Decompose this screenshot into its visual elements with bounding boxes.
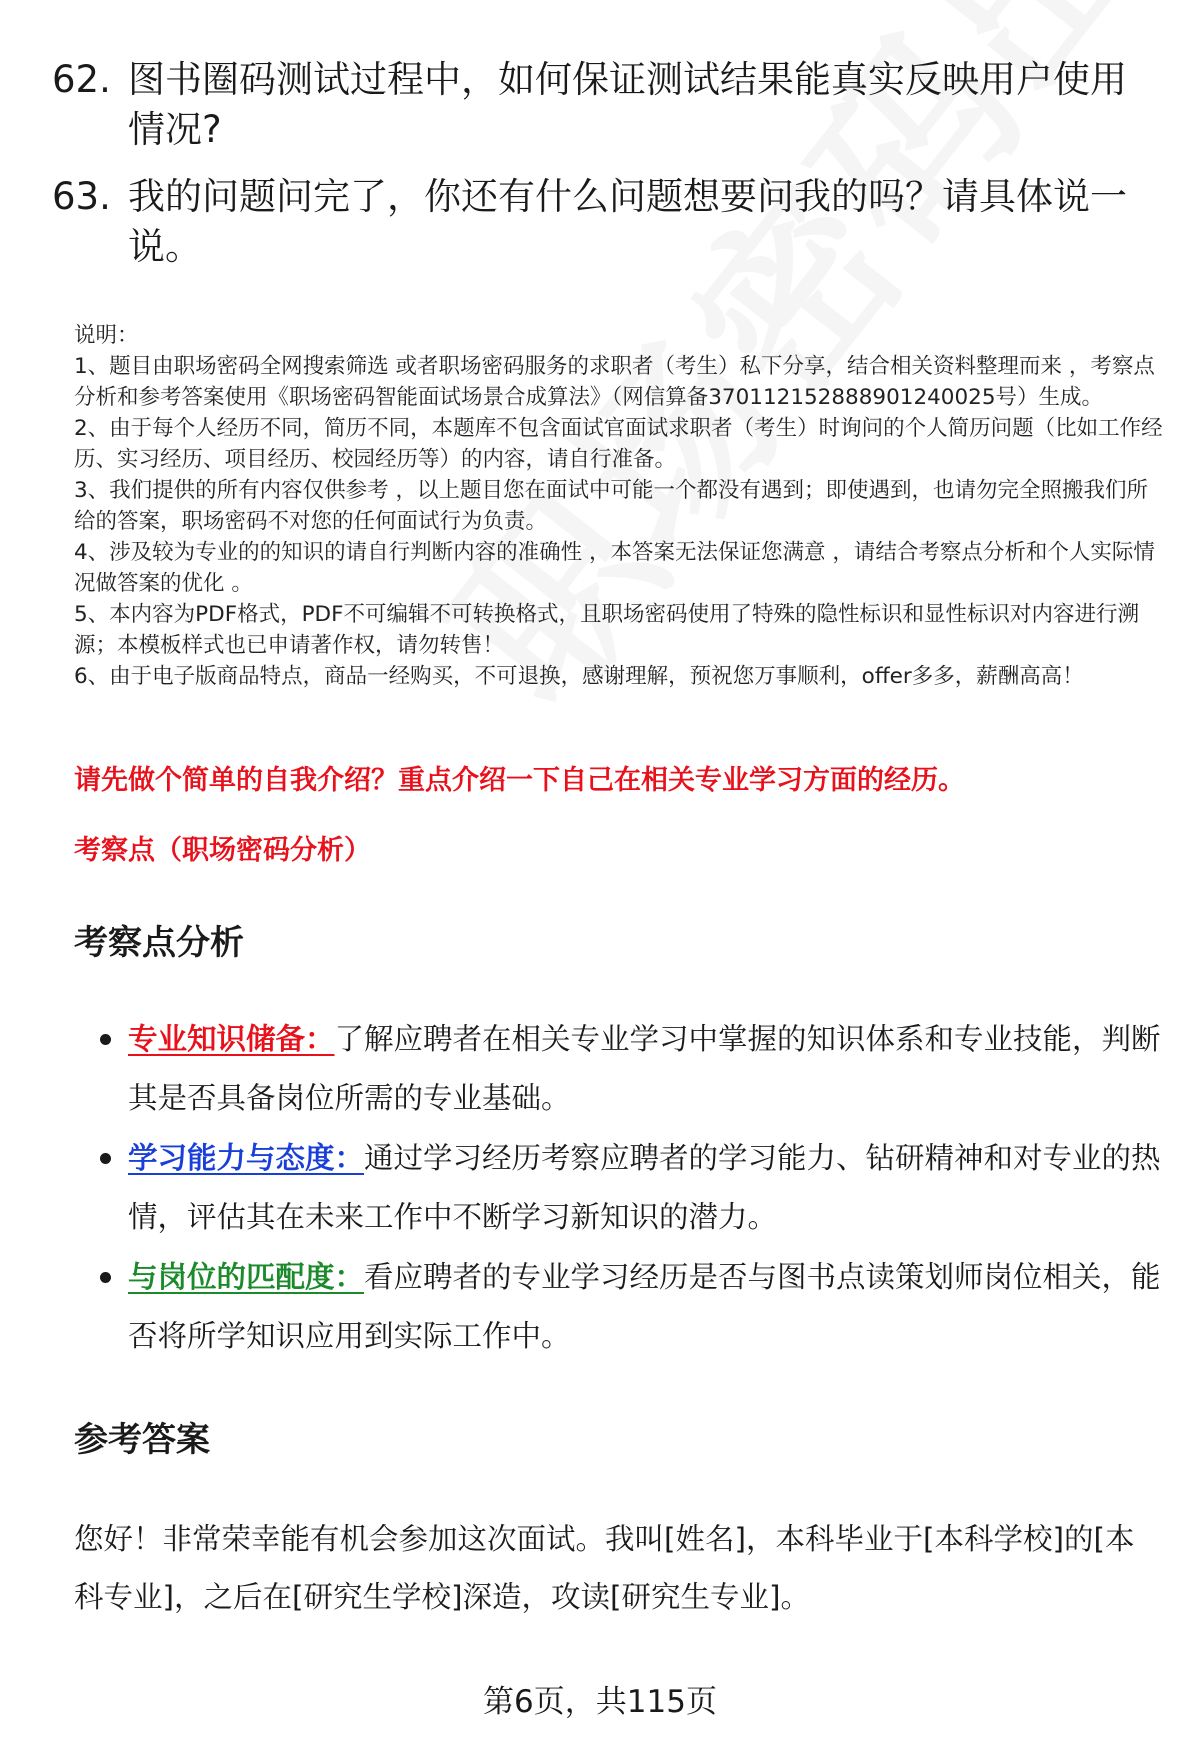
bullet-text: 看应聘者的专业学习经历是否与图书点读策划师岗位相关，能否将所学知识应用到实际工作中。 <box>128 1260 1161 1353</box>
analysis-heading: 考察点分析 <box>74 923 244 963</box>
note-item: 1、题目由职场密码全网搜索筛选 或者职场密码服务的求职者（考生）私下分享，结合相关资料整理而来 ，考察点分析和参考答案使用《职场密码智能面试场景合成算法》（网信算备370112152888901240025号）生成。 <box>74 354 1155 410</box>
note-item: 4、涉及较为专业的的知识的请自行判断内容的准确性 ，本答案无法保证您满意 ，请结合考察点分析和个人实际情况做答案的优化 。 <box>74 540 1155 596</box>
list-item <box>74 1010 1164 1128</box>
list-item <box>74 1248 1164 1366</box>
note-item: 5、本内容为PDF格式，PDF不可编辑不可转换格式，且职场密码使用了特殊的隐性标识和显性标识对内容进行溯源；本模板样式也已申请著作权，请勿转售！ <box>74 602 1139 658</box>
bullet-icon <box>100 1153 111 1164</box>
question-text: 图书圈码测试过程中，如何保证测试结果能真实反映用户使用情况? <box>128 58 1127 151</box>
bullet-icon <box>100 1034 111 1045</box>
question-number: 63. <box>52 175 111 218</box>
bullet-keyword: 与岗位的匹配度： <box>128 1260 365 1294</box>
bullet-keyword: 学习能力与态度： <box>128 1141 365 1175</box>
question-text: 我的问题问完了，你还有什么问题想要问我的吗？请具体说一说。 <box>128 175 1127 268</box>
notes-section <box>74 320 1164 692</box>
bullet-keyword: 专业知识储备： <box>128 1022 335 1056</box>
question-number: 62. <box>52 58 111 101</box>
bullet-text: 通过学习经历考察应聘者的学习能力、钻研精神和对专业的热情，评估其在未来工作中不断学习新知识的潜力。 <box>128 1141 1161 1234</box>
note-item: 2、由于每个人经历不同，简历不同，本题库不包含面试官面试求职者（考生）时询问的个人简历问题（比如工作经历、实习经历、项目经历、校园经历等）的内容，请自行准备。 <box>74 416 1163 472</box>
answer-text: 您好！非常荣幸能有机会参加这次面试。我叫[姓名]，本科毕业于[本科学校]的[本科专业]，之后在[研究生学校]深造，攻读[研究生专业]。 <box>74 1522 1135 1614</box>
answer-heading: 参考答案 <box>74 1420 210 1460</box>
note-item: 3、我们提供的所有内容仅供参考 ，以上题目您在面试中可能一个都没有遇到；即使遇到，也请勿完全照搬我们所给的答案，职场密码不对您的任何面试行为负责。 <box>74 478 1149 534</box>
analysis-list <box>74 1010 1164 1367</box>
note-item: 6、由于电子版商品特点，商品一经购买，不可退换，感谢理解，预祝您万事顺利，offer多多，薪酬高高！ <box>74 664 1084 689</box>
kaochadian-label: 考察点（职场密码分析） <box>74 835 371 866</box>
notes-title: 说明： <box>74 323 139 348</box>
page-footer: 第6页，共115页 <box>483 1684 717 1720</box>
bullet-text: 了解应聘者在相关专业学习中掌握的知识体系和专业技能，判断其是否具备岗位所需的专业基础。 <box>128 1022 1161 1115</box>
current-question: 请先做个简单的自我介绍？重点介绍一下自己在相关专业学习方面的经历。 <box>74 765 965 796</box>
bullet-icon <box>100 1272 111 1283</box>
list-item <box>74 1129 1164 1247</box>
